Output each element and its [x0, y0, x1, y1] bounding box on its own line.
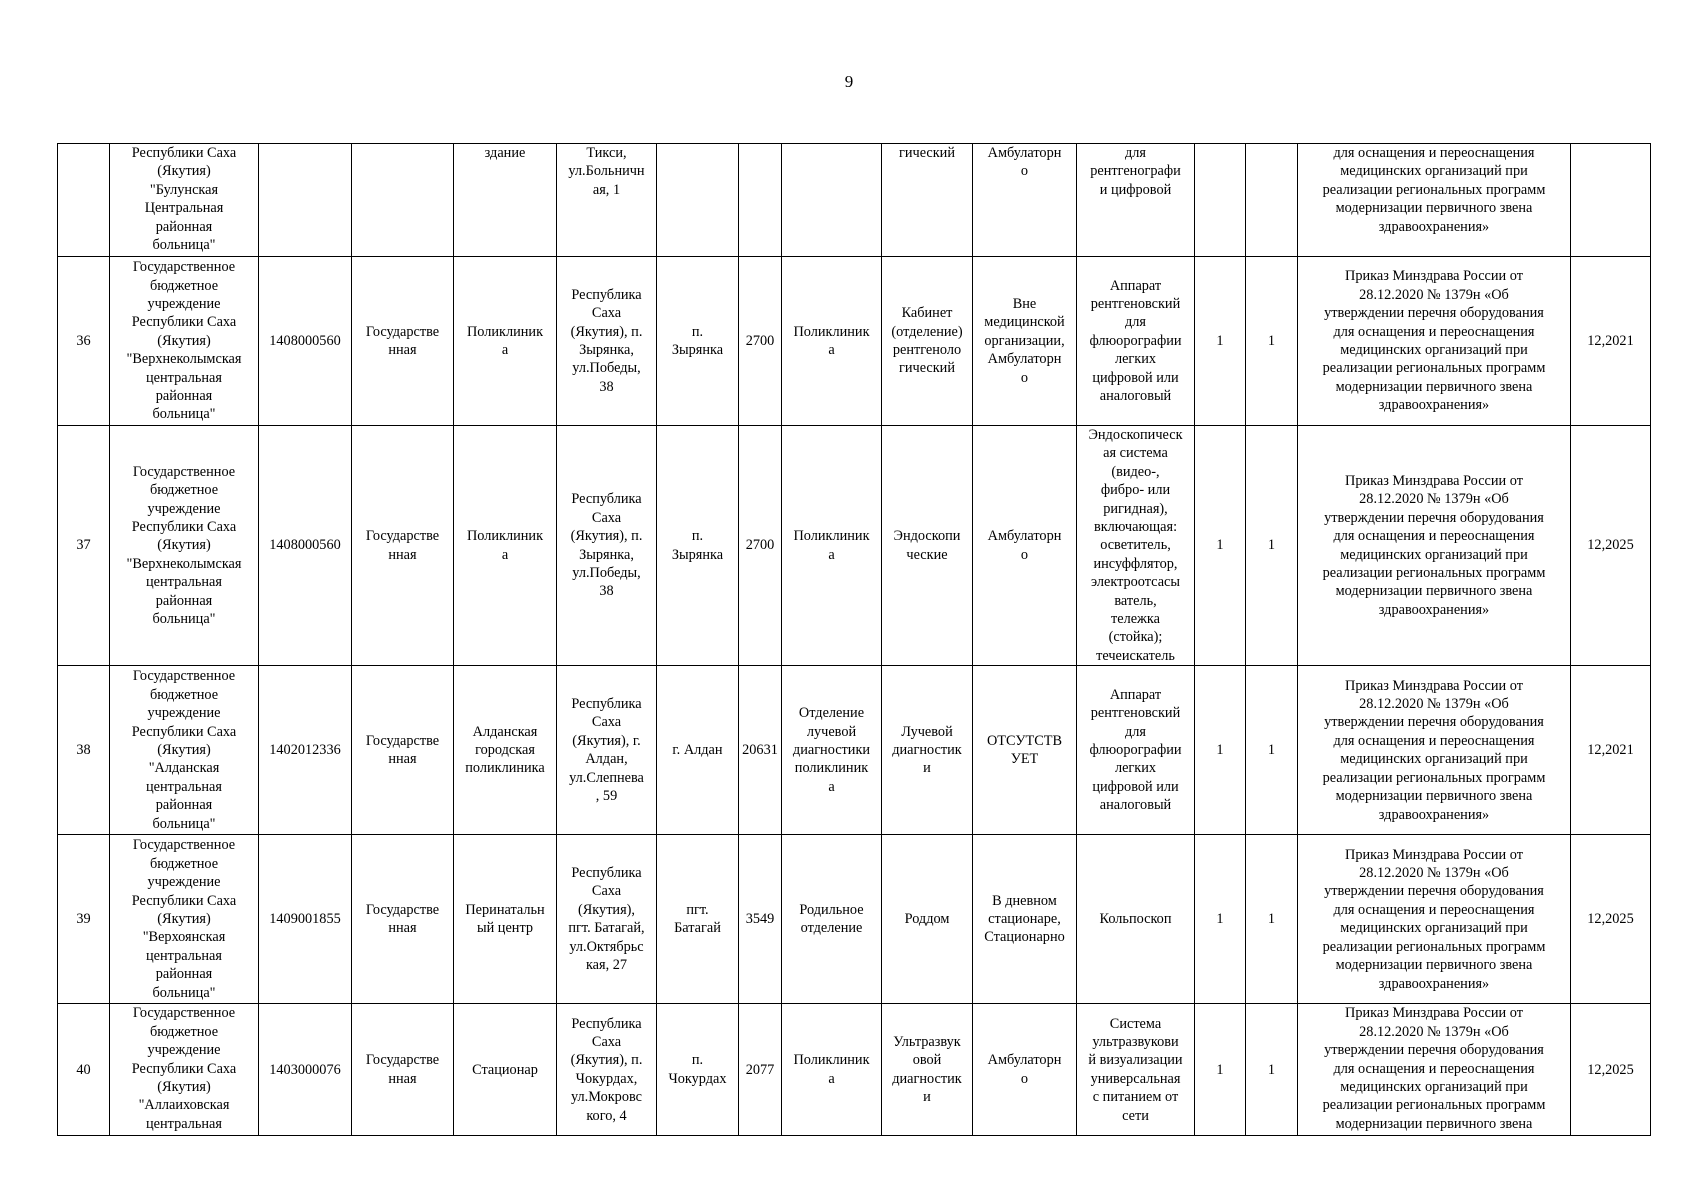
cell-number: 36	[58, 257, 110, 426]
cell-type: Алданская городская поликлиника	[454, 666, 557, 835]
cell-date: 12,2025	[1571, 426, 1651, 666]
cell-unit: Родильное отделение	[782, 835, 882, 1004]
page-number: 9	[844, 72, 854, 91]
cell-qty-b: 1	[1246, 666, 1298, 835]
cell-equipment: Система ультразвукови й визуализации универсальная с питанием от сети	[1077, 1004, 1195, 1136]
cell-date: 12,2025	[1571, 1004, 1651, 1136]
cell-qty-b: 1	[1246, 835, 1298, 1004]
cell-inn: 1403000076	[259, 1004, 352, 1136]
cell-department: Ультразвук овой диагностик и	[882, 1004, 973, 1136]
cell-basis: Приказ Минздрава России от 28.12.2020 № 1379н «Об утверждении перечня оборудования для оснащения и переоснащения медицинских организаций при реализации региональных программ модернизации первичного звена здравоохранения»	[1298, 257, 1571, 426]
cell-address: Тикси, ул.Больничн ая, 1	[557, 144, 657, 257]
cell-settlement: п. Зырянка	[657, 257, 739, 426]
cell-care-form: Амбулаторн о	[973, 426, 1077, 666]
table-row	[58, 835, 1651, 1004]
cell-unit: Поликлиник а	[782, 426, 882, 666]
cell-inn: 1408000560	[259, 257, 352, 426]
cell-unit: Поликлиник а	[782, 257, 882, 426]
cell-qty-a: 1	[1195, 666, 1246, 835]
cell-unit	[782, 144, 882, 257]
cell-qty-b: 1	[1246, 426, 1298, 666]
cell-care-form: Амбулаторн о	[973, 144, 1077, 257]
cell-type: Стационар	[454, 1004, 557, 1136]
cell-settlement: п. Чокурдах	[657, 1004, 739, 1136]
cell-qty-b	[1246, 144, 1298, 257]
table-row	[58, 1004, 1651, 1136]
cell-org: Государственное бюджетное учреждение Республики Саха (Якутия) "Аллаиховская центральная	[110, 1004, 259, 1136]
cell-number: 39	[58, 835, 110, 1004]
cell-inn: 1408000560	[259, 426, 352, 666]
cell-number	[58, 144, 110, 257]
cell-qty-a	[1195, 144, 1246, 257]
cell-type: Перинатальн ый центр	[454, 835, 557, 1004]
cell-inn: 1402012336	[259, 666, 352, 835]
cell-care-form: ОТСУТСТВ УЕТ	[973, 666, 1077, 835]
cell-population: 2077	[739, 1004, 782, 1136]
cell-care-form: Амбулаторн о	[973, 1004, 1077, 1136]
table-row-continuation	[58, 144, 1651, 257]
cell-settlement: г. Алдан	[657, 666, 739, 835]
cell-department: Роддом	[882, 835, 973, 1004]
cell-settlement: п. Зырянка	[657, 426, 739, 666]
cell-ownership: Государстве нная	[352, 1004, 454, 1136]
cell-address: Республика Саха (Якутия), пгт. Батагай, ул.Октябрьс кая, 27	[557, 835, 657, 1004]
cell-address: Республика Саха (Якутия), п. Чокурдах, ул.Мокровс кого, 4	[557, 1004, 657, 1136]
cell-population: 2700	[739, 257, 782, 426]
cell-address: Республика Саха (Якутия), п. Зырянка, ул.Победы, 38	[557, 257, 657, 426]
cell-basis: Приказ Минздрава России от 28.12.2020 № 1379н «Об утверждении перечня оборудования для оснащения и переоснащения медицинских организаций при реализации региональных программ модернизации первичного звена здравоохранения»	[1298, 426, 1571, 666]
cell-equipment: для рентгенографи и цифровой	[1077, 144, 1195, 257]
cell-population	[739, 144, 782, 257]
cell-ownership: Государстве нная	[352, 835, 454, 1004]
table-row	[58, 666, 1651, 835]
cell-address: Республика Саха (Якутия), п. Зырянка, ул.Победы, 38	[557, 426, 657, 666]
cell-settlement: пгт. Батагай	[657, 835, 739, 1004]
cell-settlement	[657, 144, 739, 257]
cell-type: Поликлиник а	[454, 257, 557, 426]
cell-number: 37	[58, 426, 110, 666]
cell-inn	[259, 144, 352, 257]
cell-unit: Поликлиник а	[782, 1004, 882, 1136]
cell-number: 38	[58, 666, 110, 835]
cell-ownership: Государстве нная	[352, 257, 454, 426]
equipment-table	[57, 143, 1651, 1136]
cell-org: Государственное бюджетное учреждение Республики Саха (Якутия) "Верхоянская центральная районная больница"	[110, 835, 259, 1004]
cell-basis: для оснащения и переоснащения медицинских организаций при реализации региональных программ модернизации первичного звена здравоохранения»	[1298, 144, 1571, 257]
cell-equipment: Эндоскопическ ая система (видео-, фибро- или ригидная), включающая: осветитель, инсуффлятор, электроотсасы ватель, тележка (стойка); течеискатель	[1077, 426, 1195, 666]
cell-unit: Отделение лучевой диагностики поликлиник а	[782, 666, 882, 835]
cell-care-form: В дневном стационаре, Стационарно	[973, 835, 1077, 1004]
cell-type: здание	[454, 144, 557, 257]
cell-qty-a: 1	[1195, 426, 1246, 666]
cell-qty-b: 1	[1246, 1004, 1298, 1136]
cell-address: Республика Саха (Якутия), г. Алдан, ул.Слепнева , 59	[557, 666, 657, 835]
cell-population: 3549	[739, 835, 782, 1004]
cell-equipment: Кольпоскоп	[1077, 835, 1195, 1004]
cell-ownership	[352, 144, 454, 257]
cell-basis: Приказ Минздрава России от 28.12.2020 № 1379н «Об утверждении перечня оборудования для оснащения и переоснащения медицинских организаций при реализации региональных программ модернизации первичного звена	[1298, 1004, 1571, 1136]
cell-org: Республики Саха (Якутия) "Булунская Центральная районная больница"	[110, 144, 259, 257]
cell-org: Государственное бюджетное учреждение Республики Саха (Якутия) "Алданская центральная районная больница"	[110, 666, 259, 835]
cell-org: Государственное бюджетное учреждение Республики Саха (Якутия) "Верхнеколымская центральная районная больница"	[110, 426, 259, 666]
cell-basis: Приказ Минздрава России от 28.12.2020 № 1379н «Об утверждении перечня оборудования для оснащения и переоснащения медицинских организаций при реализации региональных программ модернизации первичного звена здравоохранения»	[1298, 666, 1571, 835]
cell-equipment: Аппарат рентгеновский для флюорографии легких цифровой или аналоговый	[1077, 257, 1195, 426]
cell-type: Поликлиник а	[454, 426, 557, 666]
table-row	[58, 257, 1651, 426]
cell-care-form: Вне медицинской организации, Амбулаторн о	[973, 257, 1077, 426]
cell-date: 12,2021	[1571, 257, 1651, 426]
cell-inn: 1409001855	[259, 835, 352, 1004]
cell-population: 20631	[739, 666, 782, 835]
cell-date: 12,2025	[1571, 835, 1651, 1004]
cell-qty-b: 1	[1246, 257, 1298, 426]
cell-basis: Приказ Минздрава России от 28.12.2020 № 1379н «Об утверждении перечня оборудования для оснащения и переоснащения медицинских организаций при реализации региональных программ модернизации первичного звена здравоохранения»	[1298, 835, 1571, 1004]
cell-population: 2700	[739, 426, 782, 666]
cell-org: Государственное бюджетное учреждение Республики Саха (Якутия) "Верхнеколымская центральная районная больница"	[110, 257, 259, 426]
cell-qty-a: 1	[1195, 257, 1246, 426]
cell-equipment: Аппарат рентгеновский для флюорографии легких цифровой или аналоговый	[1077, 666, 1195, 835]
cell-ownership: Государстве нная	[352, 426, 454, 666]
cell-date	[1571, 144, 1651, 257]
cell-qty-a: 1	[1195, 1004, 1246, 1136]
cell-number: 40	[58, 1004, 110, 1136]
table-row	[58, 426, 1651, 666]
cell-date: 12,2021	[1571, 666, 1651, 835]
cell-department: Кабинет (отделение) рентгеноло гический	[882, 257, 973, 426]
cell-department: Эндоскопи ческие	[882, 426, 973, 666]
cell-ownership: Государстве нная	[352, 666, 454, 835]
cell-department: Лучевой диагностик и	[882, 666, 973, 835]
cell-qty-a: 1	[1195, 835, 1246, 1004]
cell-department: гический	[882, 144, 973, 257]
